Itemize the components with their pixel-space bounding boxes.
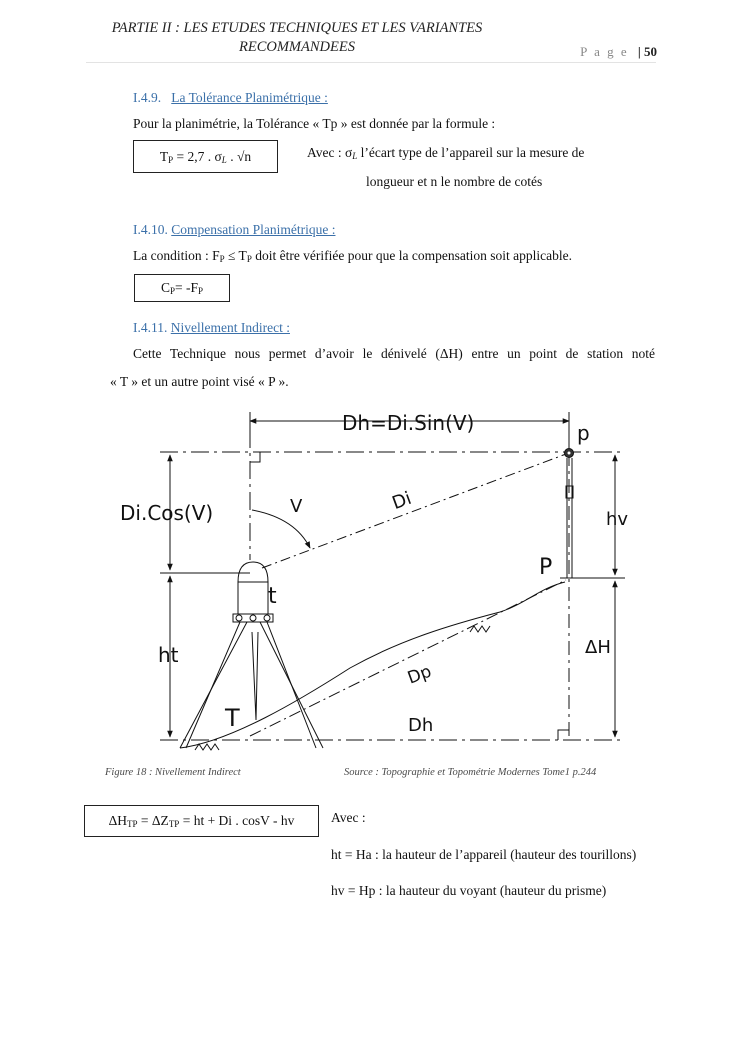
avec-label: Avec : — [307, 145, 345, 160]
figure-caption: Figure 18 : Nivellement Indirect — [105, 767, 241, 778]
f2-sub1: TP — [127, 819, 138, 829]
label-dp: Dp — [404, 661, 435, 689]
section-title: La Tolérance Planimétrique : — [171, 90, 328, 105]
di-sight-line — [262, 454, 566, 568]
definitions-avec: Avec : — [331, 810, 366, 825]
page-number-block — [580, 44, 657, 60]
label-hv: hv — [606, 509, 629, 530]
section-heading-compensation — [133, 222, 335, 238]
definition-hv: hv = Hp : la hauteur du voyant (hauteur du prisme) — [331, 883, 607, 898]
label-t-big: T — [225, 704, 240, 732]
instrument-screw-1 — [236, 615, 242, 621]
tolerance-intro: Pour la planimétrie, la Tolérance « Tp » est donnée par la formule : — [133, 116, 496, 131]
cond-mid: ≤ T — [224, 248, 247, 263]
tolerance-formula-box — [133, 140, 278, 173]
formula-sqrt: √n — [236, 149, 252, 164]
instrument-screw-2 — [250, 615, 256, 621]
ground-hatch — [195, 744, 219, 750]
label-delta-h: ΔH — [585, 637, 611, 658]
header-title-line2: RECOMMANDEES — [239, 39, 355, 55]
instrument-screw-3 — [264, 615, 270, 621]
page-label: P a g e — [580, 44, 629, 59]
label-dh-bottom: Dh — [408, 715, 434, 736]
right-angle-top — [250, 452, 260, 462]
sigma-desc: l’écart type de l’appareil sur la mesure de — [357, 145, 585, 160]
compensation-formula-box — [134, 274, 230, 302]
page-number: 50 — [644, 44, 657, 59]
label-dicos: Di.Cos(V) — [120, 501, 214, 525]
instrument-head — [238, 562, 268, 582]
nivellement-diagram — [0, 400, 745, 760]
prism-target-center — [568, 452, 571, 455]
figure-source: Source : Topographie et Topométrie Modernes Tome1 p.244 — [344, 767, 597, 778]
section-number: I.4.11. — [133, 320, 168, 335]
header-title — [62, 19, 532, 57]
diagram-lines — [160, 412, 625, 750]
label-dh-top: Dh=Di.Sin(V) — [342, 411, 475, 435]
cond-sub1: P — [219, 254, 225, 264]
tripod-leg-right-inner — [267, 622, 316, 748]
f2-eq1: = ΔZ — [137, 813, 169, 828]
compensation-condition — [133, 248, 572, 264]
section-number: I.4.10. — [133, 222, 168, 237]
f2-dh: ΔH — [108, 813, 127, 828]
box-sub1: P — [169, 286, 175, 296]
cond-sub2: P — [246, 254, 252, 264]
definition-ht: ht = Ha : la hauteur de l’appareil (hauteur des tourillons) — [331, 847, 637, 862]
label-p-small: p — [577, 421, 590, 445]
nivellement-para-line1: Cette Technique nous permet d’avoir le dénivelé (ΔH) entre un point de station noté — [133, 346, 655, 361]
formula-t: T — [159, 149, 169, 164]
label-di: Di — [389, 487, 415, 515]
section-heading-tolerance — [133, 90, 328, 106]
f2-rest: = ht + Di . cosV - hv — [179, 813, 295, 828]
section-heading-nivellement — [133, 320, 290, 336]
tolerance-desc-line1 — [307, 145, 584, 161]
formula-dot: . — [226, 149, 237, 164]
tolerance-desc-line2: longueur et n le nombre de cotés — [366, 174, 543, 189]
label-v: V — [290, 496, 303, 517]
delta-h-formula-box — [84, 805, 319, 837]
instrument-body — [238, 582, 268, 614]
header-title-line1: PARTIE II : LES ETUDES TECHNIQUES ET LES VARIANTES — [111, 20, 483, 36]
cond-post: doit être vérifiée pour que la compensation soit applicable. — [251, 248, 572, 263]
page-separator: | — [637, 44, 641, 59]
formula-t-sub: P — [168, 155, 174, 165]
formula-rhs: = 2,7 . σ — [173, 149, 222, 164]
sigma-sub: L — [352, 151, 358, 161]
sigma-symbol: σ — [344, 145, 353, 160]
tripod-plumb — [252, 632, 258, 720]
label-p-big: P — [539, 555, 553, 580]
label-ht: ht — [158, 643, 179, 667]
section-title: Compensation Planimétrique : — [171, 222, 336, 237]
cond-pre: La condition : F — [133, 248, 220, 263]
box-c: C — [160, 280, 170, 295]
nivellement-para-line2: « T » et un autre point visé « P ». — [110, 374, 289, 389]
box-sub2: P — [198, 286, 204, 296]
section-title: Nivellement Indirect : — [170, 320, 290, 335]
box-mid: = -F — [175, 280, 198, 295]
header-divider — [86, 62, 656, 63]
label-t-small: t — [268, 584, 277, 609]
section-number: I.4.9. — [133, 90, 162, 105]
f2-sub2: TP — [168, 819, 180, 829]
terrain-hatch — [470, 626, 490, 632]
formula-sigma-sub: L — [221, 155, 227, 165]
right-angle-bottom — [558, 730, 569, 740]
